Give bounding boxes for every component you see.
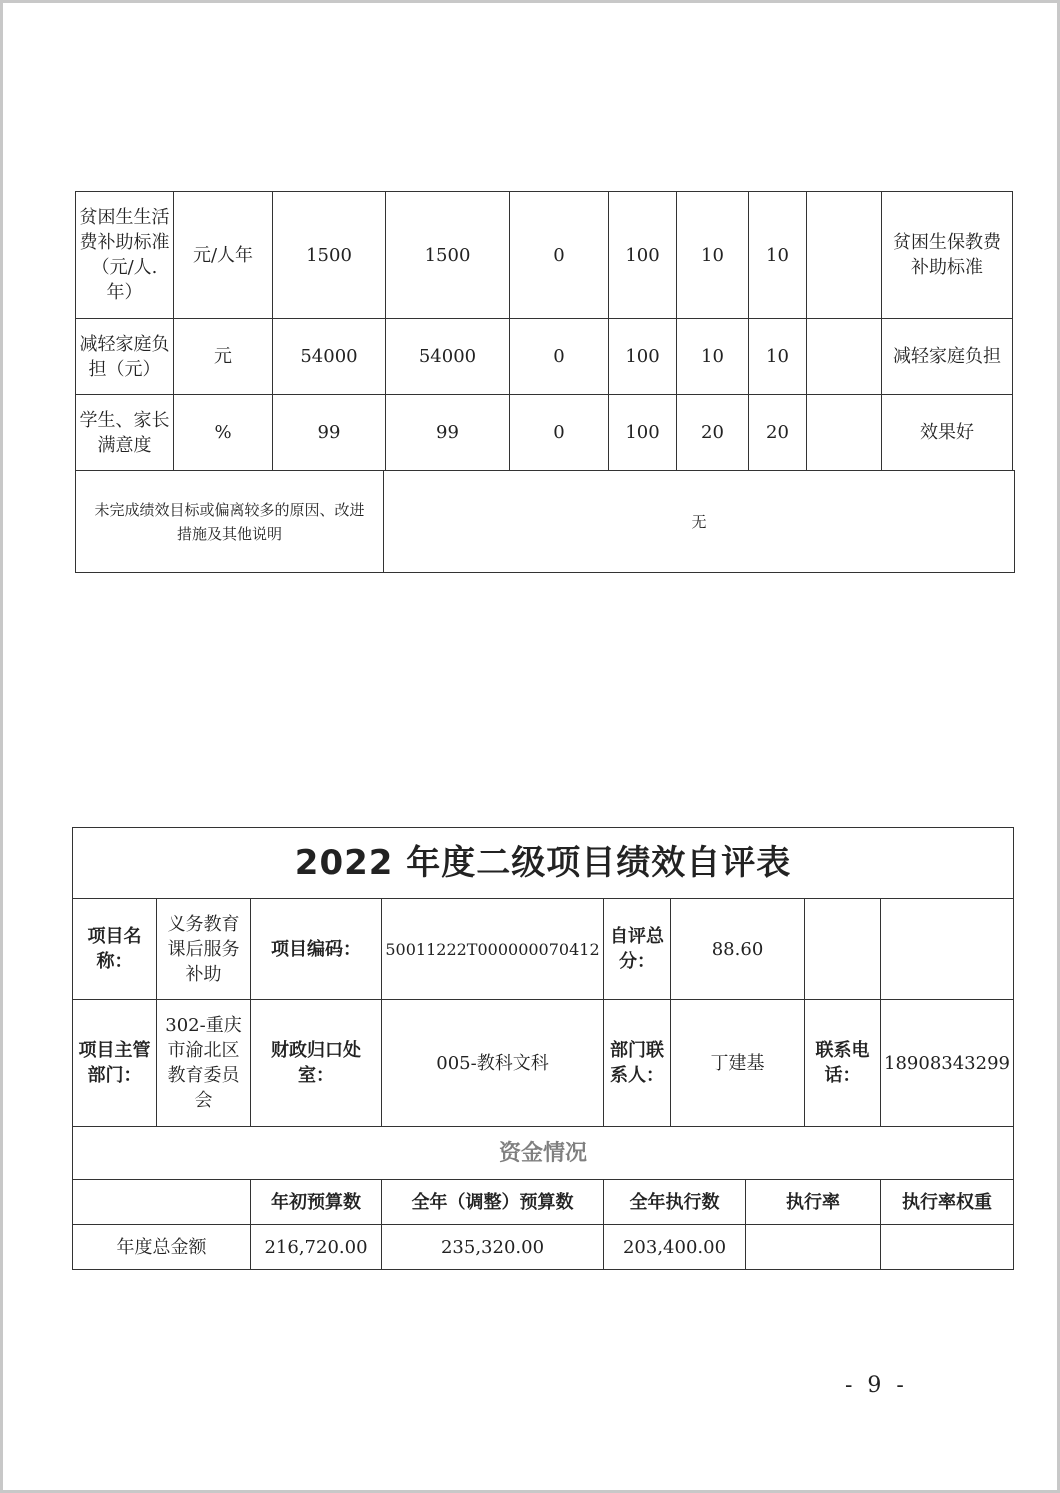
explanation-label: 未完成绩效目标或偏离较多的原因、改进措施及其他说明: [76, 471, 384, 573]
indicator-deviation: 0: [510, 192, 609, 319]
project-name-value: 义务教育课后服务补助: [157, 899, 251, 1000]
empty-cell: [73, 1180, 251, 1225]
total-amount-label: 年度总金额: [73, 1225, 251, 1270]
indicator-actual: 99: [386, 395, 510, 471]
indicator-unit: 元/人年: [174, 192, 273, 319]
indicator-name: 学生、家长满意度: [76, 395, 174, 471]
indicator-name: 减轻家庭负担（元）: [76, 319, 174, 395]
indicator-target: 99: [273, 395, 386, 471]
dept-value: 302-重庆市渝北区教育委员会: [157, 1000, 251, 1127]
table-cell: [881, 1225, 1014, 1270]
project-code-label: 项目编码：: [251, 899, 382, 1000]
table-row: [73, 1000, 1014, 1127]
page-number: - 9 -: [845, 1373, 908, 1398]
table-cell: [746, 1225, 881, 1270]
indicator-note: [807, 319, 882, 395]
explanation-table: [75, 470, 1015, 573]
contact-label: 部门联系人：: [604, 1000, 671, 1127]
indicator-remark: 减轻家庭负担: [882, 319, 1013, 395]
indicator-note: [807, 192, 882, 319]
contact-value: 丁建基: [671, 1000, 805, 1127]
self-evaluation-form: [72, 827, 1014, 1270]
column-header: 执行率: [746, 1180, 881, 1225]
empty-cell: [805, 899, 881, 1000]
indicator-table: [75, 191, 1013, 471]
indicator-rate: 100: [609, 319, 677, 395]
indicator-score: 10: [749, 319, 807, 395]
indicator-name: 贫困生生活费补助标准（元/人.年）: [76, 192, 174, 319]
section-row: [73, 1127, 1014, 1180]
column-header: 全年执行数: [604, 1180, 746, 1225]
column-header: 年初预算数: [251, 1180, 382, 1225]
table-row: [76, 319, 1013, 395]
form-title-row: [73, 828, 1014, 899]
column-header: 执行率权重: [881, 1180, 1014, 1225]
indicator-remark: 效果好: [882, 395, 1013, 471]
table-row: [73, 899, 1014, 1000]
empty-cell: [881, 899, 1014, 1000]
table-row: [76, 395, 1013, 471]
indicator-weight: 10: [677, 192, 749, 319]
self-score-value: 88.60: [671, 899, 805, 1000]
indicator-unit: 元: [174, 319, 273, 395]
self-score-label: 自评总分：: [604, 899, 671, 1000]
indicator-score: 20: [749, 395, 807, 471]
table-cell: 235,320.00: [382, 1225, 604, 1270]
indicator-rate: 100: [609, 192, 677, 319]
indicator-remark: 贫困生保教费补助标准: [882, 192, 1013, 319]
finance-office-value: 005-教科文科: [382, 1000, 604, 1127]
indicator-target: 1500: [273, 192, 386, 319]
phone-value: 18908343299: [881, 1000, 1014, 1127]
finance-office-label: 财政归口处室：: [251, 1000, 382, 1127]
explanation-value: 无: [384, 471, 1015, 573]
table-row: [76, 471, 1015, 573]
column-header: 全年（调整）预算数: [382, 1180, 604, 1225]
indicator-weight: 10: [677, 319, 749, 395]
indicator-actual: 1500: [386, 192, 510, 319]
form-title: 2022 年度二级项目绩效自评表: [73, 828, 1014, 899]
indicator-actual: 54000: [386, 319, 510, 395]
indicator-target: 54000: [273, 319, 386, 395]
table-cell: 203,400.00: [604, 1225, 746, 1270]
indicator-unit: %: [174, 395, 273, 471]
indicator-deviation: 0: [510, 319, 609, 395]
indicator-rate: 100: [609, 395, 677, 471]
table-cell: 216,720.00: [251, 1225, 382, 1270]
table-row: [76, 192, 1013, 319]
indicator-note: [807, 395, 882, 471]
table-row: [73, 1225, 1014, 1270]
project-code-value: 50011222T000000070412: [382, 899, 604, 1000]
indicator-deviation: 0: [510, 395, 609, 471]
project-name-label: 项目名称：: [73, 899, 157, 1000]
indicator-score: 10: [749, 192, 807, 319]
indicator-weight: 20: [677, 395, 749, 471]
funds-section-title: 资金情况: [73, 1127, 1014, 1180]
table-header-row: [73, 1180, 1014, 1225]
dept-label: 项目主管部门：: [73, 1000, 157, 1127]
phone-label: 联系电话：: [805, 1000, 881, 1127]
